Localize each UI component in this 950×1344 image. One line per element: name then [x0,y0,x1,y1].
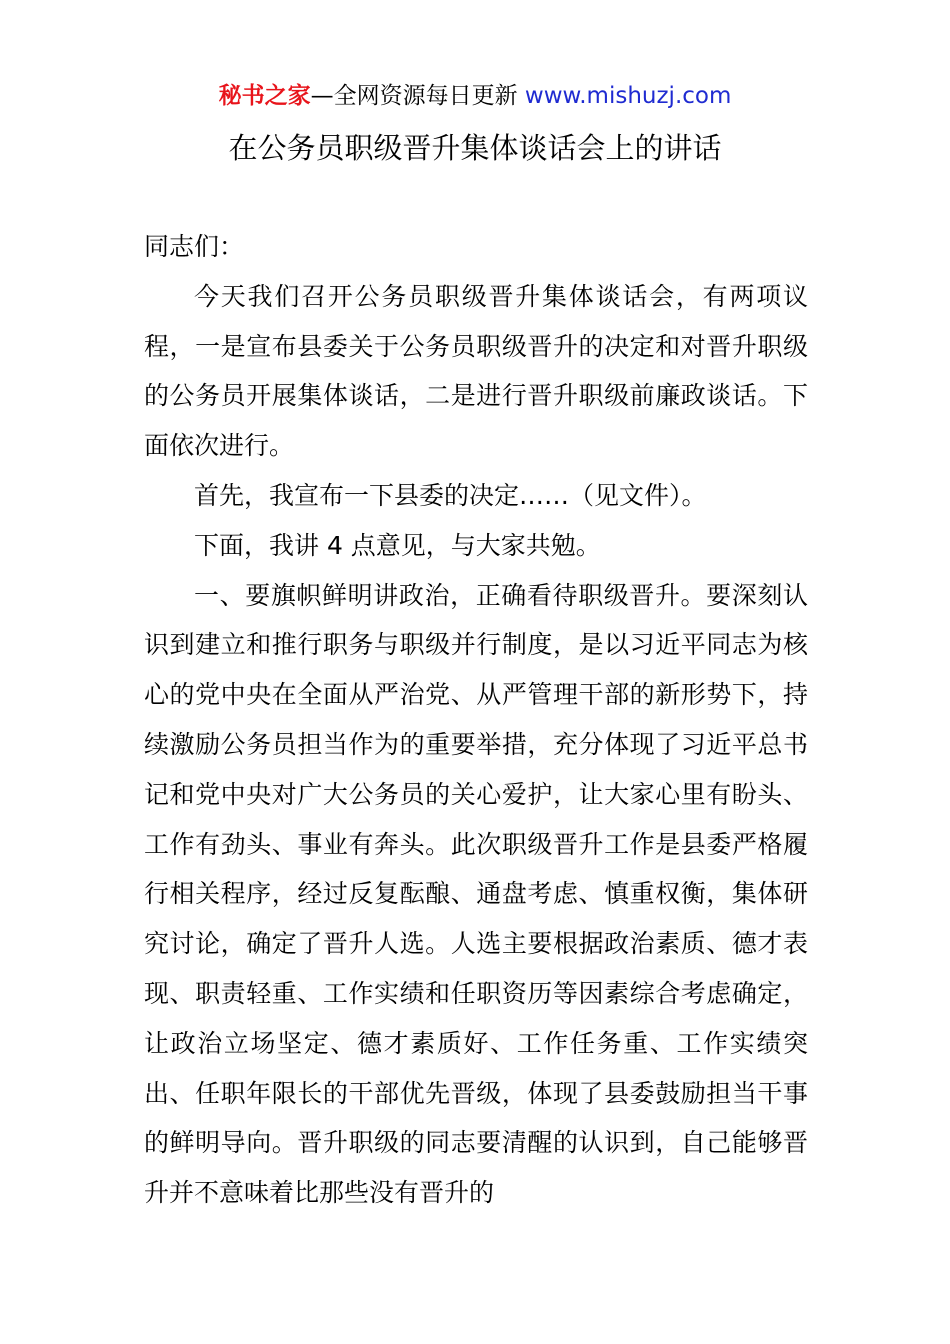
document-body [144,222,808,1218]
site-url[interactable]: www.mishuzj.com [524,83,732,109]
site-brand: 秘书之家 [218,83,311,109]
paragraph-1: 今天我们召开公务员职级晋升集体谈话会，有两项议程，一是宣布县委关于公务员职级晋升的决定和对晋升职级的公务员开展集体谈话，二是进行晋升职级前廉政谈话。下面依次进行。 [144,281,808,461]
salutation: 同志们： [144,232,245,261]
paragraph-4: 一、要旗帜鲜明讲政治，正确看待职级晋升。要深刻认识到建立和推行职务与职级并行制度，是以习近平同志为核心的党中央在全面从严治党、从严管理干部的新形势下，持续激励公务员担当作为的重要举措，充分体现了习近平总书记和党中央对广大公务员的关心爱护，让大家心里有盼头、工作有劲头、事业有奔头。此次职级晋升工作是县委严格履行相关程序，经过反复酝酿、通盘考虑、慎重权衡，集体研究讨论，确定了晋升人选。人选主要根据政治素质、德才表现、职责轻重、工作实绩和任职资历等因素综合考虑确定，让政治立场坚定、德才素质好、工作任务重、工作实绩突出、任职年限长的干部优先晋级，体现了县委鼓励担当干事的鲜明导向。晋升职级的同志要清醒的认识到，自己能够晋升并不意味着比那些没有晋升的 [144,580,808,1208]
document-title: 在公务员职级晋升集体谈话会上的讲话 [228,131,722,165]
site-header [0,80,950,112]
paragraph-2: 首先，我宣布一下县委的决定……（见文件）。 [194,480,707,510]
paragraph-3: 下面，我讲 4 点意见，与大家共勉。 [194,530,601,560]
site-tagline: —全网资源每日更新 [310,83,525,109]
